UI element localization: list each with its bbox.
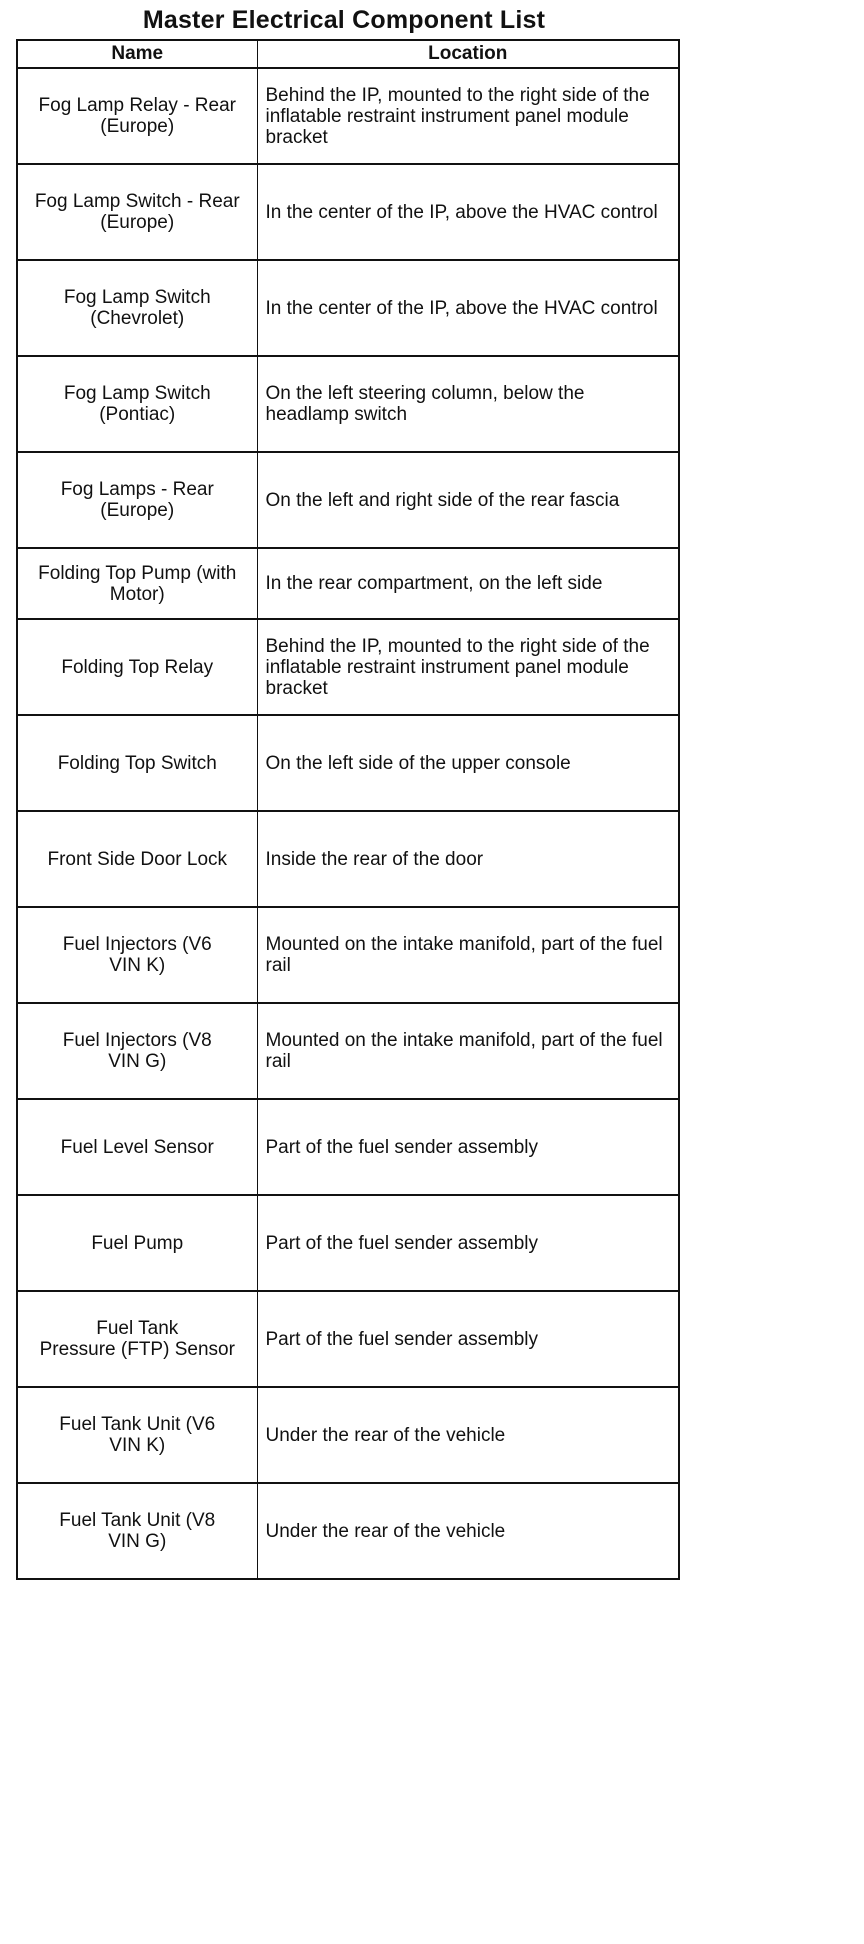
column-header-location: Location: [257, 40, 679, 68]
component-location: Under the rear of the vehicle: [257, 1387, 679, 1483]
table-body: [17, 68, 679, 1579]
component-name: Folding Top Switch: [17, 715, 257, 811]
component-name: Front Side Door Lock: [17, 811, 257, 907]
table-row: [17, 1291, 679, 1387]
component-name: Fog Lamp Switch (Chevrolet): [17, 260, 257, 356]
component-location: Part of the fuel sender assembly: [257, 1291, 679, 1387]
table-row: [17, 715, 679, 811]
table-row: [17, 356, 679, 452]
component-name: Folding Top Relay: [17, 619, 257, 715]
component-name: Fuel Injectors (V6 VIN K): [17, 907, 257, 1003]
component-location: On the left steering column, below the headlamp switch: [257, 356, 679, 452]
table-row: [17, 907, 679, 1003]
table-row: [17, 68, 679, 164]
component-name: Fog Lamp Switch (Pontiac): [17, 356, 257, 452]
table-row: [17, 1483, 679, 1579]
component-location: Behind the IP, mounted to the right side of the inflatable restraint instrument panel module bracket: [257, 68, 679, 164]
page-title: Master Electrical Component List: [142, 6, 546, 34]
component-location: In the rear compartment, on the left side: [257, 548, 679, 619]
component-location: Mounted on the intake manifold, part of the fuel rail: [257, 907, 679, 1003]
component-name: Fuel Level Sensor: [17, 1099, 257, 1195]
table-row: [17, 164, 679, 260]
component-name: Fuel Injectors (V8 VIN G): [17, 1003, 257, 1099]
table-row: [17, 260, 679, 356]
component-name: Folding Top Pump (with Motor): [17, 548, 257, 619]
table-row: [17, 1003, 679, 1099]
component-name: Fog Lamps - Rear (Europe): [17, 452, 257, 548]
table-row: [17, 1195, 679, 1291]
component-location: In the center of the IP, above the HVAC control: [257, 164, 679, 260]
component-name: Fog Lamp Relay - Rear (Europe): [17, 68, 257, 164]
component-location: In the center of the IP, above the HVAC control: [257, 260, 679, 356]
component-location: Under the rear of the vehicle: [257, 1483, 679, 1579]
component-name: Fuel Pump: [17, 1195, 257, 1291]
table-row: [17, 619, 679, 715]
component-location: Part of the fuel sender assembly: [257, 1099, 679, 1195]
component-location: On the left side of the upper console: [257, 715, 679, 811]
component-name: Fuel Tank Unit (V6 VIN K): [17, 1387, 257, 1483]
table-row: [17, 1387, 679, 1483]
component-table-container: [16, 39, 678, 1580]
component-location: Inside the rear of the door: [257, 811, 679, 907]
component-location: On the left and right side of the rear fascia: [257, 452, 679, 548]
table-row: [17, 548, 679, 619]
component-name: Fuel Tank Pressure (FTP) Sensor: [17, 1291, 257, 1387]
table-row: [17, 1099, 679, 1195]
table-header-row: [17, 40, 679, 68]
table-row: [17, 452, 679, 548]
component-table: [16, 39, 680, 1580]
component-name: Fog Lamp Switch - Rear (Europe): [17, 164, 257, 260]
column-header-name: Name: [17, 40, 257, 68]
component-location: Mounted on the intake manifold, part of the fuel rail: [257, 1003, 679, 1099]
component-location: Behind the IP, mounted to the right side of the inflatable restraint instrument panel module bracket: [257, 619, 679, 715]
component-name: Fuel Tank Unit (V8 VIN G): [17, 1483, 257, 1579]
table-row: [17, 811, 679, 907]
component-location: Part of the fuel sender assembly: [257, 1195, 679, 1291]
